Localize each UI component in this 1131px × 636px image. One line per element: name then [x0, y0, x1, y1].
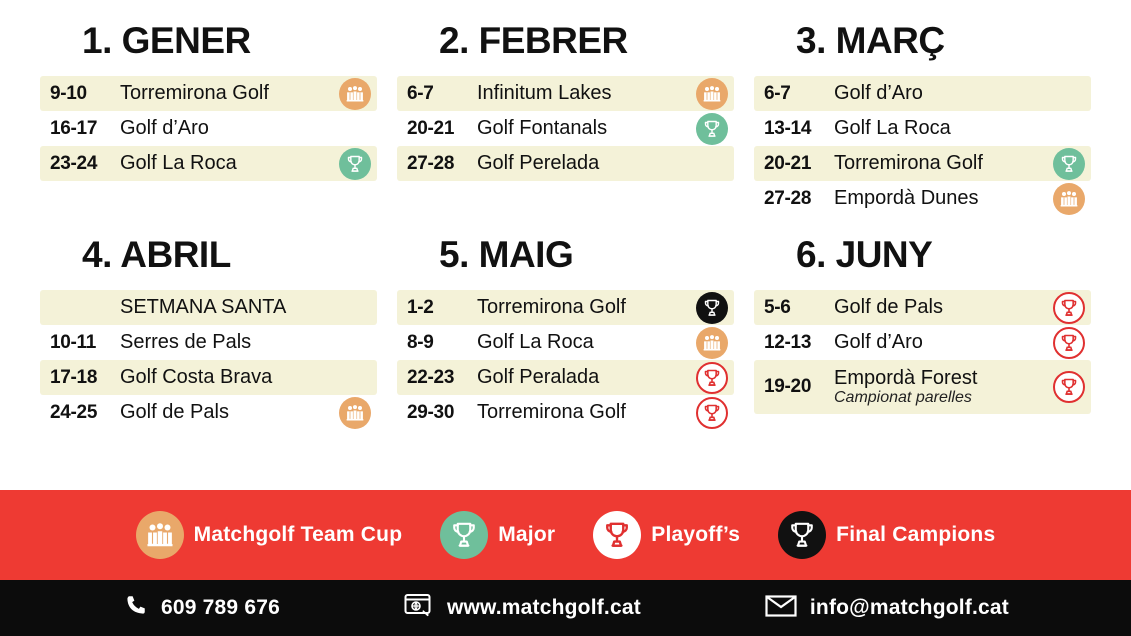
month-block [754, 216, 1091, 430]
event-date: 13-14 [764, 117, 812, 139]
event-course-name: Torremirona Golf [120, 82, 269, 104]
month-title: 6. JUNY [796, 234, 933, 275]
event-row [40, 395, 377, 430]
legend-label: Matchgolf Team Cup [193, 523, 403, 546]
final-trophy-icon [778, 511, 826, 559]
event-row [754, 181, 1091, 216]
legend-label: Playoff’s [651, 523, 741, 546]
event-course-name: Golf Fontanals [477, 117, 608, 139]
event-course [120, 153, 335, 174]
badge-placeholder [339, 327, 371, 359]
month-rows [754, 76, 1091, 216]
event-course-name: Empordà Forest [834, 366, 978, 389]
event-row [40, 111, 377, 146]
event-row [40, 360, 377, 395]
event-course [120, 297, 335, 318]
playoff-trophy-icon [1053, 327, 1085, 359]
event-date: 27-28 [407, 152, 455, 174]
playoff-trophy-icon [696, 362, 728, 394]
event-row [40, 146, 377, 181]
event-row [397, 360, 734, 395]
event-course [834, 188, 1049, 209]
event-row [754, 111, 1091, 146]
playoff-trophy-icon [1053, 371, 1085, 403]
footer-item[interactable] [122, 593, 280, 624]
event-date: 9-10 [50, 82, 87, 104]
event-course [834, 297, 1049, 318]
event-course [120, 83, 335, 104]
event-date: 1-2 [407, 296, 434, 318]
legend-bar [0, 490, 1131, 580]
event-row [397, 111, 734, 146]
team-trophy-icon [696, 327, 728, 359]
event-date: 19-20 [764, 376, 812, 397]
event-course [120, 332, 335, 353]
footer-text: 609 789 676 [160, 596, 280, 619]
team-trophy-icon [339, 78, 371, 110]
event-course [477, 402, 692, 423]
footer-text: www.matchgolf.cat [446, 596, 641, 619]
event-date: 27-28 [764, 187, 812, 209]
event-course [834, 153, 1049, 174]
event-row [754, 325, 1091, 360]
month-rows [754, 290, 1091, 414]
badge-placeholder [1053, 78, 1085, 110]
team-trophy-icon [696, 78, 728, 110]
months-grid [40, 14, 1091, 430]
event-course [834, 118, 1049, 139]
event-date: 8-9 [407, 331, 434, 353]
globe-icon [404, 593, 434, 624]
event-course-name: Torremirona Golf [477, 401, 626, 423]
event-course [477, 118, 692, 139]
badge-placeholder [339, 292, 371, 324]
badge-placeholder [1053, 113, 1085, 145]
event-course-name: Golf d’Aro [834, 331, 923, 353]
month-rows [40, 290, 377, 430]
event-course-name: SETMANA SANTA [120, 296, 287, 318]
legend-label: Final Campions [836, 523, 996, 546]
event-row [40, 325, 377, 360]
event-course-name: Golf La Roca [834, 117, 951, 139]
month-block [40, 216, 377, 430]
event-date: 10-11 [50, 331, 97, 353]
event-row [754, 360, 1091, 414]
event-date: 23-24 [50, 152, 98, 174]
legend-item [136, 511, 403, 559]
event-date: 5-6 [764, 296, 791, 318]
footer-text: info@matchgolf.cat [809, 596, 1009, 619]
month-title: 3. MARÇ [796, 20, 945, 61]
month-title: 1. GENER [82, 20, 251, 61]
month-rows [397, 290, 734, 430]
legend-item [440, 511, 555, 559]
event-course [834, 368, 1049, 407]
event-course-name: Infinitum Lakes [477, 82, 612, 104]
event-date: 29-30 [407, 401, 455, 423]
month-block [754, 14, 1091, 216]
footer-contact-bar [0, 580, 1131, 636]
event-course [834, 83, 1049, 104]
event-course [477, 297, 692, 318]
event-course [834, 332, 1049, 353]
event-row [40, 76, 377, 111]
event-course [120, 402, 335, 423]
team-trophy-icon [339, 397, 371, 429]
event-course-subtitle: Campionat parelles [834, 388, 972, 406]
playoff-trophy-icon [1053, 292, 1085, 324]
event-row [397, 290, 734, 325]
legend-label: Major [498, 523, 556, 546]
event-date: 6-7 [764, 82, 791, 104]
event-row [754, 146, 1091, 181]
event-course-name: Golf de Pals [834, 296, 943, 318]
phone-icon [122, 593, 148, 624]
event-course-name: Golf La Roca [120, 152, 237, 174]
major-trophy-icon [339, 148, 371, 180]
event-row [397, 146, 734, 181]
event-date: 20-21 [407, 117, 455, 139]
event-course-name: Torremirona Golf [477, 296, 626, 318]
envelope-icon [765, 594, 797, 623]
event-course-name: Torremirona Golf [834, 152, 983, 174]
event-course-name: Golf Peralada [477, 366, 600, 388]
event-date: 20-21 [764, 152, 812, 174]
legend-item [778, 511, 995, 559]
event-course-name: Golf de Pals [120, 401, 229, 423]
month-block [397, 14, 734, 216]
event-row [397, 325, 734, 360]
month-title: 5. MAIG [439, 234, 574, 275]
footer-item[interactable] [765, 594, 1009, 623]
event-row [397, 395, 734, 430]
playoff-trophy-icon [593, 511, 641, 559]
major-trophy-icon [1053, 148, 1085, 180]
event-course-name: Golf Perelada [477, 152, 600, 174]
playoff-trophy-icon [696, 397, 728, 429]
event-row [754, 290, 1091, 325]
event-date: 12-13 [764, 331, 812, 353]
event-date: 24-25 [50, 401, 98, 423]
event-course-name: Golf Costa Brava [120, 366, 273, 388]
event-course [477, 83, 692, 104]
event-date: 16-17 [50, 117, 98, 139]
event-course-name: Empordà Dunes [834, 187, 979, 209]
month-rows [40, 76, 377, 181]
event-date: 22-23 [407, 366, 455, 388]
event-course-name: Golf d’Aro [120, 117, 209, 139]
final-trophy-icon [696, 292, 728, 324]
event-course-name: Golf d’Aro [834, 82, 923, 104]
event-row [40, 290, 377, 325]
month-block [40, 14, 377, 216]
event-course [477, 153, 692, 174]
event-course [477, 332, 692, 353]
major-trophy-icon [696, 113, 728, 145]
event-date: 17-18 [50, 366, 98, 388]
badge-placeholder [339, 113, 371, 145]
month-title: 2. FEBRER [439, 20, 628, 61]
month-block [397, 216, 734, 430]
event-course [477, 367, 692, 388]
major-trophy-icon [440, 511, 488, 559]
event-course [120, 118, 335, 139]
badge-placeholder [339, 362, 371, 394]
event-row [754, 76, 1091, 111]
event-course [120, 367, 335, 388]
badge-placeholder [696, 148, 728, 180]
legend-item [593, 511, 740, 559]
event-date: 6-7 [407, 82, 434, 104]
event-row [397, 76, 734, 111]
event-course-name: Serres de Pals [120, 331, 252, 353]
team-trophy-icon [136, 511, 184, 559]
month-title: 4. ABRIL [82, 234, 231, 275]
team-trophy-icon [1053, 183, 1085, 215]
event-course-name: Golf La Roca [477, 331, 594, 353]
month-rows [397, 76, 734, 181]
footer-item[interactable] [404, 593, 641, 624]
